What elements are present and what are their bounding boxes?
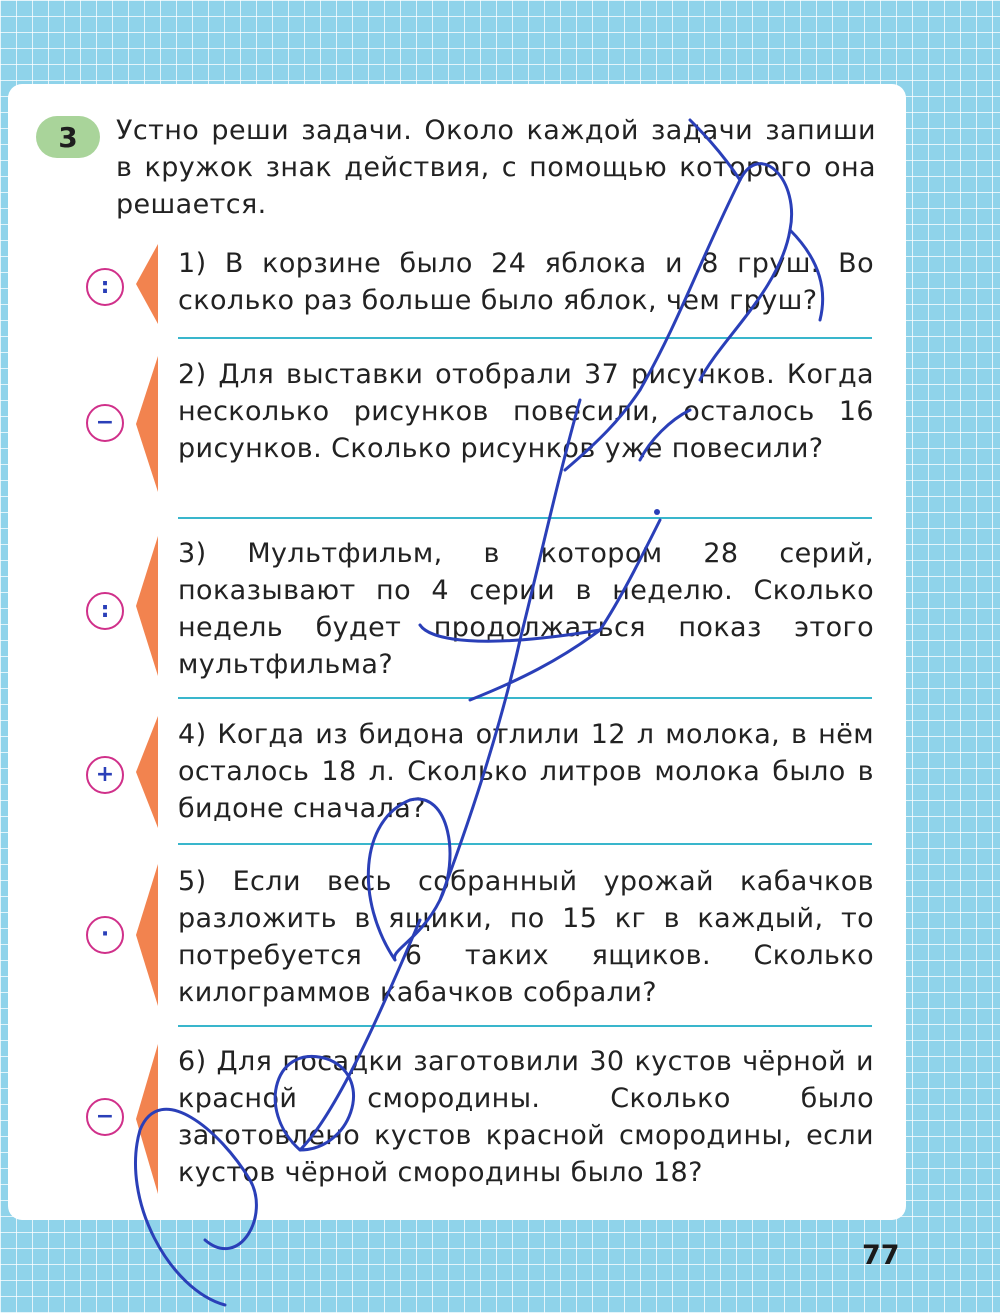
problem-6-text: 6) Для посадки заготовили 30 кустов чёрной и красной смородины. Сколько было заготовлено кустов красной смородины, если кустов чёрной смородины было 18?: [178, 1046, 874, 1188]
task-instruction: Устно реши задачи. Около каждой задачи запиши в кружок знак действия, с помощью которого она решается.: [116, 115, 876, 220]
answer-circle-5[interactable]: ·: [86, 916, 124, 954]
problem-5-text: 5) Если весь собранный урожай кабачков разложить в ящики, по 15 кг в каждый, то потребуется 6 таких ящиков. Сколько килограммов кабачков собрали?: [178, 866, 874, 1008]
answer-line-4: [178, 843, 872, 845]
problem-1-text: 1) В корзине было 24 яблока и 8 груш. Во сколько раз больше было яблок, чем груш?: [178, 248, 874, 316]
answer-line-1: [178, 337, 872, 339]
task-number-badge: 3: [36, 116, 100, 158]
answer-circle-2[interactable]: −: [86, 404, 124, 442]
page-number: 77: [862, 1240, 900, 1271]
answer-circle-6[interactable]: −: [86, 1098, 124, 1136]
answer-line-3: [178, 697, 872, 699]
answer-line-5: [178, 1025, 872, 1027]
answer-circle-4[interactable]: +: [86, 756, 124, 794]
problem-2-text: 2) Для выставки отобрали 37 рисунков. Когда несколько рисунков повесили, осталось 16 рисунков. Сколько рисунков уже повесили?: [178, 359, 874, 464]
answer-line-2: [178, 517, 872, 519]
problem-3-text: 3) Мультфильм, в котором 28 серий, показывают по 4 серии в неделю. Сколько недель будет продолжаться показ этого мультфильма?: [178, 538, 874, 680]
answer-circle-1[interactable]: :: [86, 268, 124, 306]
answer-circle-3[interactable]: :: [86, 592, 124, 630]
problem-4-text: 4) Когда из бидона отлили 12 л молока, в нём осталось 18 л. Сколько литров молока было в бидоне сначала?: [178, 719, 874, 824]
